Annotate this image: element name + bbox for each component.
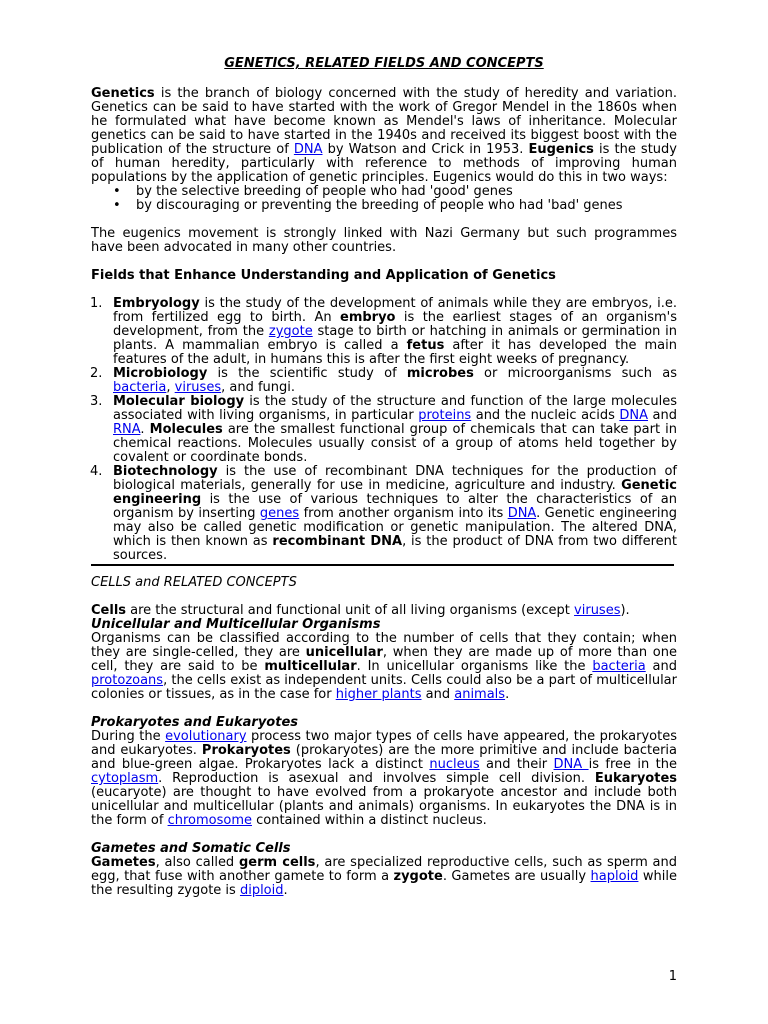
link-diploid[interactable]: diploid xyxy=(239,883,284,898)
list-item-biotechnology: 4. Biotechnology is the use of recombinant DNA techniques for the production of biological materials, generally for use in medicine, agriculture and industry. Genetic engineering is the use of various techniques to alter the characteristics of an organism by inserting genes from another organism into its DNA. Genetic engineering may also be called genetic modification or genetic manipulation. The altered DNA, which is then known as recombinant DNA, is the product of DNA from two different sources. xyxy=(90,464,678,563)
document-title: GENETICS, RELATED FIELDS AND CONCEPTS xyxy=(224,56,544,71)
link-bacteria[interactable]: bacteria xyxy=(592,659,646,674)
list-item: • by the selective breeding of people who had 'good' genes xyxy=(91,185,677,199)
list-item-molecular-biology: 3. Molecular biology is the study of the structure and function of the large molecules associated with living organisms, in particular proteins and the nucleic acids DNA and RNA. Molecules are the smallest functional group of chemicals that can take part in chemical reactions. Molecules usually consist of a group of atoms held together by covalent or coordinate bonds. xyxy=(90,394,678,465)
link-evolutionary[interactable]: evolutionary xyxy=(165,729,247,744)
link-zygote[interactable]: zygote xyxy=(268,324,313,339)
list-item-microbiology: 2. Microbiology is the scientific study of microbes or microorganisms such as bacteria, viruses, and fungi. xyxy=(90,366,677,395)
link-protozoans[interactable]: protozoans xyxy=(91,673,164,688)
link-haploid[interactable]: haploid xyxy=(590,869,639,884)
gametes-heading: Gametes and Somatic Cells xyxy=(91,841,291,856)
link-dna[interactable]: DNA xyxy=(619,408,649,423)
link-dna[interactable]: DNA xyxy=(507,506,537,521)
link-animals[interactable]: animals xyxy=(454,687,506,702)
fields-list xyxy=(91,297,677,563)
link-dna[interactable]: DNA xyxy=(553,757,589,772)
prokaryotes-heading: Prokaryotes and Eukaryotes xyxy=(91,715,298,730)
link-bacteria[interactable]: bacteria xyxy=(113,380,167,395)
link-rna[interactable]: RNA xyxy=(113,422,141,437)
link-nucleus[interactable]: nucleus xyxy=(429,757,480,772)
section-divider xyxy=(91,564,674,566)
link-chromosome[interactable]: chromosome xyxy=(167,813,252,828)
unicellular-paragraph: Organisms can be classified according to the number of cells that they contain; when they are single-celled, they are unicellular, when they are made up of more than one cell, they are said to be multicellular. In unicellular organisms like the bacteria and protozoans, the cells exist as independent units. Cells could also be a part of multicellular colonies or tissues, as in the case for higher plants and animals. xyxy=(91,631,677,702)
gametes-paragraph: Gametes, also called germ cells, are specialized reproductive cells, such as sperm and egg, that fuse with another gamete to form a zygote. Gametes are usually haploid while the resulting zygote is diploid. xyxy=(91,855,678,898)
link-proteins[interactable]: proteins xyxy=(418,408,472,423)
link-dna[interactable]: DNA xyxy=(293,142,323,157)
list-item: • by discouraging or preventing the breeding of people who had 'bad' genes xyxy=(91,199,677,213)
link-higher-plants[interactable]: higher plants xyxy=(335,687,422,702)
link-viruses[interactable]: viruses xyxy=(574,603,621,618)
link-viruses[interactable]: viruses xyxy=(174,380,222,395)
intro-paragraph: Genetics is the branch of biology concerned with the study of heredity and variation. Genetics can be said to have started with the work of Gregor Mendel in the 1860s when he formulated what have become known as Mendel's laws of inheritance. Molecular genetics can be said to have started in the 1940s and received its biggest boost with the publication of the structure of DNA by Watson and Crick in 1953. Eugenics is the study of human heredity, particularly with reference to methods of improving human populations by the application of genetic principles. Eugenics would do this in two ways: xyxy=(91,86,677,185)
eugenics-ways-list xyxy=(91,185,677,213)
cells-section-title: CELLS and RELATED CONCEPTS xyxy=(91,575,297,590)
term-genetics: Genetics xyxy=(91,86,155,101)
prokaryotes-paragraph: During the evolutionary process two major types of cells have appeared, the prokaryotes and eukaryotes. Prokaryotes (prokaryotes) are the more primitive and include bacteria and blue-green algae. Prokaryotes lack a distinct nucleus and their DNA is free in the cytoplasm. Reproduction is asexual and involves simple cell division. Eukaryotes (eucaryote) are thought to have evolved from a prokaryote ancestor and include both unicellular and multicellular (plants and animals) organisms. In eukaryotes the DNA is in the form of chromosome contained within a distinct nucleus. xyxy=(91,729,678,828)
term-eugenics: Eugenics xyxy=(528,142,594,157)
unicellular-heading: Unicellular and Multicellular Organisms xyxy=(91,617,381,632)
cells-paragraph: Cells are the structural and functional unit of all living organisms (except viruses). xyxy=(91,603,630,618)
page-number: 1 xyxy=(668,969,677,984)
document-page xyxy=(91,57,677,898)
link-cytoplasm[interactable]: cytoplasm xyxy=(91,771,159,786)
eugenics-note: The eugenics movement is strongly linked with Nazi Germany but such programmes have been advocated in many other countries. xyxy=(91,226,677,255)
fields-heading: Fields that Enhance Understanding and Application of Genetics xyxy=(91,268,556,283)
list-item-embryology: 1. Embryology is the study of the development of animals while they are embryos, i.e. from fertilized egg to birth. An embryo is the earliest stages of an organism's development, from the zygote stage to birth or hatching in animals or germination in plants. A mammalian embryo is called a fetus after it has developed the main features of the adult, in humans this is after the first eight weeks of pregnancy. xyxy=(90,296,678,367)
link-genes[interactable]: genes xyxy=(259,506,300,521)
